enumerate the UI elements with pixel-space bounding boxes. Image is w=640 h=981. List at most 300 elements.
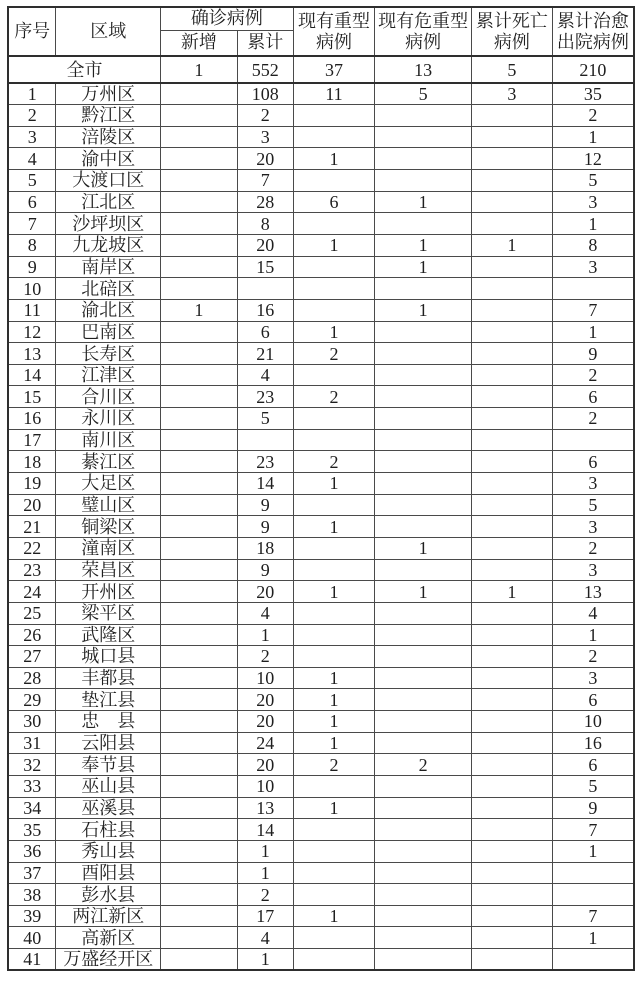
cell-severe (293, 884, 375, 906)
cell-no: 14 (8, 364, 56, 386)
cell-cured: 8 (552, 234, 634, 256)
cell-cumulative: 9 (237, 494, 293, 516)
table-row (8, 148, 634, 170)
cell-no: 11 (8, 299, 56, 321)
cell-deaths (471, 537, 552, 559)
cell-no: 33 (8, 776, 56, 798)
cell-cured: 2 (552, 105, 634, 127)
cell-cured: 3 (552, 559, 634, 581)
cell-critical: 1 (375, 299, 472, 321)
table-row (8, 364, 634, 386)
cell-region: 梁平区 (56, 602, 161, 624)
cell-cumulative: 4 (237, 602, 293, 624)
table-row (8, 408, 634, 430)
cell-severe: 2 (293, 386, 375, 408)
cell-cumulative: 9 (237, 559, 293, 581)
cell-region: 巫山县 (56, 776, 161, 798)
cell-new_cases (161, 429, 238, 451)
citywide-severe: 37 (293, 56, 375, 83)
table-row (8, 170, 634, 192)
cell-severe (293, 256, 375, 278)
cell-critical (375, 667, 472, 689)
cell-critical (375, 711, 472, 733)
cell-deaths (471, 754, 552, 776)
cell-severe: 2 (293, 451, 375, 473)
cell-new_cases (161, 689, 238, 711)
cell-deaths (471, 213, 552, 235)
cell-new_cases (161, 148, 238, 170)
cell-critical (375, 602, 472, 624)
cell-no: 2 (8, 105, 56, 127)
cell-no: 21 (8, 516, 56, 538)
cell-severe (293, 408, 375, 430)
cell-no: 1 (8, 83, 56, 105)
cell-region: 潼南区 (56, 537, 161, 559)
cell-severe (293, 494, 375, 516)
cell-region: 南岸区 (56, 256, 161, 278)
cell-region: 荣昌区 (56, 559, 161, 581)
header-cured: 累计治愈出院病例 (552, 7, 634, 56)
cell-cumulative (237, 429, 293, 451)
cell-severe (293, 776, 375, 798)
cell-cumulative: 1 (237, 624, 293, 646)
cell-cured: 5 (552, 170, 634, 192)
cell-region: 永川区 (56, 408, 161, 430)
cell-cured: 9 (552, 797, 634, 819)
header-confirmed-group: 确诊病例 (161, 7, 294, 30)
cell-new_cases (161, 905, 238, 927)
cell-region: 云阳县 (56, 732, 161, 754)
cell-severe (293, 949, 375, 971)
cell-new_cases: 1 (161, 299, 238, 321)
cell-cured: 1 (552, 213, 634, 235)
cell-new_cases (161, 83, 238, 105)
cell-critical (375, 105, 472, 127)
table-row (8, 516, 634, 538)
cell-cured: 16 (552, 732, 634, 754)
cell-no: 35 (8, 819, 56, 841)
cell-deaths (471, 949, 552, 971)
cell-cumulative: 1 (237, 862, 293, 884)
cell-cured: 5 (552, 494, 634, 516)
cell-region: 涪陵区 (56, 126, 161, 148)
cell-new_cases (161, 884, 238, 906)
table-row (8, 256, 634, 278)
cell-severe: 6 (293, 191, 375, 213)
cell-region: 大足区 (56, 473, 161, 495)
table-row (8, 473, 634, 495)
header-deaths: 累计死亡病例 (471, 7, 552, 56)
cell-deaths (471, 776, 552, 798)
cell-severe: 1 (293, 711, 375, 733)
cell-new_cases (161, 386, 238, 408)
cell-new_cases (161, 732, 238, 754)
cell-no: 18 (8, 451, 56, 473)
cell-severe (293, 105, 375, 127)
table-row (8, 213, 634, 235)
cell-deaths (471, 321, 552, 343)
cell-deaths (471, 343, 552, 365)
cell-region: 秀山县 (56, 840, 161, 862)
cell-region: 武隆区 (56, 624, 161, 646)
cell-cured (552, 884, 634, 906)
header-row-1 (8, 7, 634, 30)
cell-cured (552, 278, 634, 300)
cell-new_cases (161, 602, 238, 624)
cell-cured: 6 (552, 386, 634, 408)
table-row (8, 667, 634, 689)
table-row (8, 711, 634, 733)
cell-cured: 2 (552, 408, 634, 430)
cell-severe (293, 840, 375, 862)
cell-cured: 35 (552, 83, 634, 105)
cell-no: 26 (8, 624, 56, 646)
cell-new_cases (161, 105, 238, 127)
cell-region: 城口县 (56, 646, 161, 668)
cell-new_cases (161, 408, 238, 430)
cell-severe: 1 (293, 667, 375, 689)
cell-no: 38 (8, 884, 56, 906)
cell-cumulative: 9 (237, 516, 293, 538)
cell-cured: 3 (552, 516, 634, 538)
cell-cured: 1 (552, 840, 634, 862)
cell-region: 江北区 (56, 191, 161, 213)
cell-critical: 1 (375, 256, 472, 278)
cell-deaths (471, 126, 552, 148)
table-row (8, 581, 634, 603)
table-row (8, 451, 634, 473)
cell-deaths (471, 299, 552, 321)
cell-critical (375, 840, 472, 862)
cell-critical (375, 451, 472, 473)
cell-critical (375, 473, 472, 495)
cell-new_cases (161, 234, 238, 256)
cell-cumulative: 4 (237, 364, 293, 386)
cell-no: 29 (8, 689, 56, 711)
citywide-row (8, 56, 634, 83)
cell-critical: 1 (375, 234, 472, 256)
cell-deaths (471, 278, 552, 300)
cell-no: 36 (8, 840, 56, 862)
cell-new_cases (161, 624, 238, 646)
cell-region: 垫江县 (56, 689, 161, 711)
cell-cured: 7 (552, 905, 634, 927)
cell-deaths (471, 386, 552, 408)
cell-severe (293, 559, 375, 581)
cell-deaths (471, 884, 552, 906)
cell-cumulative: 20 (237, 754, 293, 776)
cell-new_cases (161, 646, 238, 668)
table-row (8, 754, 634, 776)
cell-severe (293, 862, 375, 884)
cell-severe (293, 126, 375, 148)
cell-new_cases (161, 862, 238, 884)
table-row (8, 840, 634, 862)
cell-critical (375, 148, 472, 170)
cell-region: 璧山区 (56, 494, 161, 516)
cell-severe (293, 213, 375, 235)
cell-region: 九龙坡区 (56, 234, 161, 256)
cell-deaths (471, 840, 552, 862)
cell-no: 6 (8, 191, 56, 213)
cell-deaths (471, 624, 552, 646)
cell-no: 41 (8, 949, 56, 971)
cell-region: 两江新区 (56, 905, 161, 927)
cell-no: 27 (8, 646, 56, 668)
cell-deaths (471, 905, 552, 927)
cell-severe: 1 (293, 905, 375, 927)
cell-critical (375, 624, 472, 646)
cell-no: 40 (8, 927, 56, 949)
cell-new_cases (161, 819, 238, 841)
cell-cured: 2 (552, 364, 634, 386)
cell-region: 合川区 (56, 386, 161, 408)
cell-cured: 6 (552, 754, 634, 776)
cell-cumulative: 20 (237, 581, 293, 603)
cell-severe: 2 (293, 754, 375, 776)
cell-deaths (471, 602, 552, 624)
table-row (8, 559, 634, 581)
cell-cured: 1 (552, 927, 634, 949)
cell-critical (375, 516, 472, 538)
cell-critical (375, 949, 472, 971)
cell-new_cases (161, 321, 238, 343)
cell-new_cases (161, 343, 238, 365)
header-region: 区域 (56, 7, 161, 56)
cell-critical (375, 732, 472, 754)
cell-region: 南川区 (56, 429, 161, 451)
cell-new_cases (161, 256, 238, 278)
cell-cured: 12 (552, 148, 634, 170)
cell-cumulative (237, 278, 293, 300)
cell-region: 大渡口区 (56, 170, 161, 192)
cell-cumulative: 108 (237, 83, 293, 105)
cell-cumulative: 6 (237, 321, 293, 343)
cell-deaths (471, 646, 552, 668)
cell-deaths (471, 689, 552, 711)
cell-severe (293, 819, 375, 841)
cell-region: 巴南区 (56, 321, 161, 343)
citywide-deaths: 5 (471, 56, 552, 83)
cell-severe: 1 (293, 148, 375, 170)
cell-no: 16 (8, 408, 56, 430)
cell-no: 4 (8, 148, 56, 170)
table-row (8, 429, 634, 451)
cell-deaths (471, 364, 552, 386)
cell-no: 22 (8, 537, 56, 559)
cell-no: 19 (8, 473, 56, 495)
cell-cured (552, 949, 634, 971)
cell-cumulative: 20 (237, 148, 293, 170)
cell-cumulative: 14 (237, 819, 293, 841)
cell-new_cases (161, 776, 238, 798)
cell-cured: 1 (552, 624, 634, 646)
cell-new_cases (161, 170, 238, 192)
cell-no: 34 (8, 797, 56, 819)
table-row (8, 299, 634, 321)
cell-cured: 6 (552, 451, 634, 473)
cell-no: 8 (8, 234, 56, 256)
citywide-cumulative: 552 (237, 56, 293, 83)
cell-severe (293, 429, 375, 451)
cell-region: 綦江区 (56, 451, 161, 473)
table-row (8, 646, 634, 668)
cell-cured: 3 (552, 473, 634, 495)
cell-severe (293, 170, 375, 192)
table-row (8, 191, 634, 213)
cell-cured: 5 (552, 776, 634, 798)
cell-cumulative: 5 (237, 408, 293, 430)
cell-critical (375, 408, 472, 430)
cell-critical (375, 819, 472, 841)
cell-critical: 1 (375, 191, 472, 213)
cell-cumulative: 24 (237, 732, 293, 754)
cell-deaths (471, 105, 552, 127)
cell-critical (375, 386, 472, 408)
cell-new_cases (161, 191, 238, 213)
cell-deaths (471, 732, 552, 754)
cell-cumulative: 1 (237, 949, 293, 971)
cell-new_cases (161, 494, 238, 516)
header-new: 新增 (161, 30, 238, 56)
table-row (8, 321, 634, 343)
cell-cumulative: 16 (237, 299, 293, 321)
cell-deaths (471, 494, 552, 516)
cell-new_cases (161, 278, 238, 300)
cell-no: 23 (8, 559, 56, 581)
cell-cumulative: 28 (237, 191, 293, 213)
cell-new_cases (161, 559, 238, 581)
cell-no: 10 (8, 278, 56, 300)
cell-cumulative: 20 (237, 234, 293, 256)
cell-cured: 1 (552, 321, 634, 343)
header-cumulative: 累计 (237, 30, 293, 56)
cell-region: 铜梁区 (56, 516, 161, 538)
cell-region: 石柱县 (56, 819, 161, 841)
cell-cumulative: 1 (237, 840, 293, 862)
cell-region: 忠 县 (56, 711, 161, 733)
cell-cumulative: 2 (237, 884, 293, 906)
cell-deaths (471, 927, 552, 949)
cell-cumulative: 8 (237, 213, 293, 235)
table-row (8, 343, 634, 365)
cell-deaths (471, 451, 552, 473)
cell-deaths (471, 667, 552, 689)
cell-deaths (471, 170, 552, 192)
cell-cumulative: 21 (237, 343, 293, 365)
table-header (8, 7, 634, 56)
cell-cumulative: 7 (237, 170, 293, 192)
cell-region: 北碚区 (56, 278, 161, 300)
cell-deaths (471, 408, 552, 430)
cell-severe (293, 537, 375, 559)
cell-no: 7 (8, 213, 56, 235)
cell-deaths (471, 819, 552, 841)
cell-no: 3 (8, 126, 56, 148)
cell-new_cases (161, 126, 238, 148)
cell-no: 37 (8, 862, 56, 884)
cell-cured: 9 (552, 343, 634, 365)
cell-critical (375, 170, 472, 192)
cell-severe (293, 927, 375, 949)
table-row (8, 862, 634, 884)
cell-critical (375, 689, 472, 711)
table-row (8, 105, 634, 127)
cell-region: 高新区 (56, 927, 161, 949)
cell-cured: 3 (552, 256, 634, 278)
table-row (8, 689, 634, 711)
cell-region: 长寿区 (56, 343, 161, 365)
cell-critical: 2 (375, 754, 472, 776)
cell-critical (375, 321, 472, 343)
cell-cured: 2 (552, 646, 634, 668)
cell-critical (375, 559, 472, 581)
cell-severe: 1 (293, 234, 375, 256)
table-row (8, 905, 634, 927)
cell-deaths (471, 711, 552, 733)
cell-critical (375, 797, 472, 819)
citywide-label: 全市 (8, 56, 161, 83)
cell-critical (375, 927, 472, 949)
cell-deaths (471, 256, 552, 278)
cell-new_cases (161, 581, 238, 603)
cell-region: 渝中区 (56, 148, 161, 170)
cell-critical (375, 905, 472, 927)
cell-deaths (471, 797, 552, 819)
cell-cured: 6 (552, 689, 634, 711)
cell-cured: 13 (552, 581, 634, 603)
cell-region: 沙坪坝区 (56, 213, 161, 235)
cell-region: 万盛经开区 (56, 949, 161, 971)
cell-no: 15 (8, 386, 56, 408)
cell-no: 30 (8, 711, 56, 733)
cell-cumulative: 20 (237, 689, 293, 711)
table-row (8, 776, 634, 798)
cell-cumulative: 10 (237, 667, 293, 689)
cell-severe: 1 (293, 797, 375, 819)
cell-no: 20 (8, 494, 56, 516)
cell-new_cases (161, 451, 238, 473)
cell-severe (293, 646, 375, 668)
table-row (8, 278, 634, 300)
table-row (8, 624, 634, 646)
table-row (8, 386, 634, 408)
cell-cured: 3 (552, 191, 634, 213)
header-severe: 现有重型病例 (293, 7, 375, 56)
header-no: 序号 (8, 7, 56, 56)
covid-stats-table (7, 6, 635, 971)
cell-deaths: 1 (471, 234, 552, 256)
cell-severe: 1 (293, 516, 375, 538)
cell-severe: 2 (293, 343, 375, 365)
cell-severe: 1 (293, 732, 375, 754)
cell-region: 奉节县 (56, 754, 161, 776)
cell-cumulative: 14 (237, 473, 293, 495)
table-row (8, 884, 634, 906)
table-row (8, 797, 634, 819)
cell-cured: 4 (552, 602, 634, 624)
cell-critical: 5 (375, 83, 472, 105)
cell-critical (375, 429, 472, 451)
cell-region: 江津区 (56, 364, 161, 386)
cell-critical (375, 278, 472, 300)
cell-severe (293, 624, 375, 646)
cell-region: 开州区 (56, 581, 161, 603)
cell-new_cases (161, 754, 238, 776)
table-row (8, 83, 634, 105)
cell-new_cases (161, 364, 238, 386)
cell-new_cases (161, 537, 238, 559)
